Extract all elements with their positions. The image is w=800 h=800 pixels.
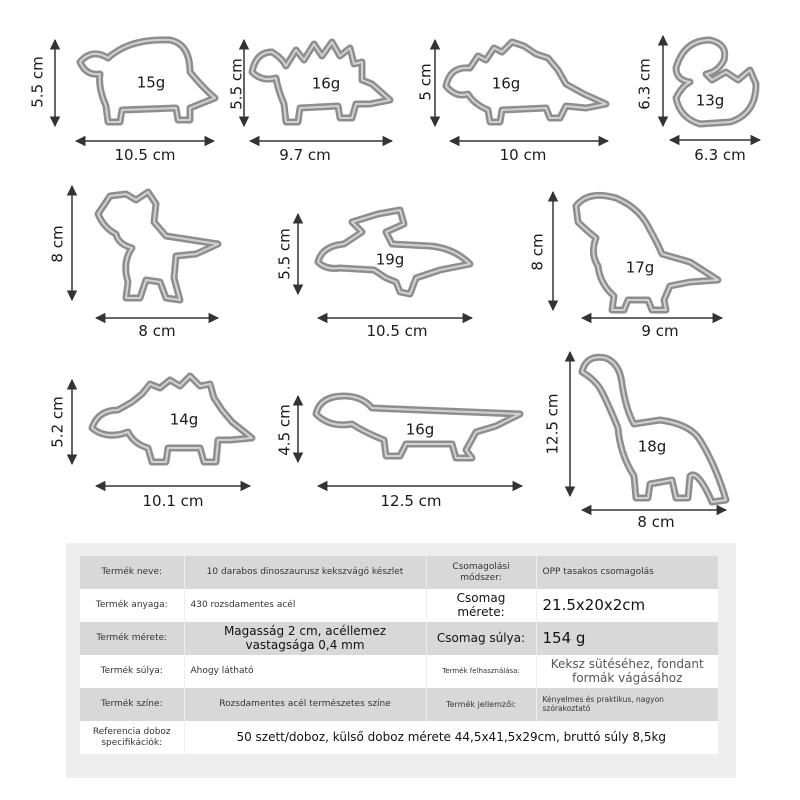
cutter-4-width: 6.3 cm <box>694 146 746 164</box>
spec-label-color: Termék színe: <box>80 688 184 721</box>
spec-value-material: 430 rozsdamentes acél <box>184 589 426 622</box>
cutter-8-weight: 14g <box>169 410 199 429</box>
cutter-5-width: 8 cm <box>138 322 176 340</box>
spec-label-package-size: Csomag mérete: <box>426 589 536 622</box>
spec-value-package-size: 21.5x20x2cm <box>536 589 718 622</box>
spec-value-packaging: OPP tasakos csomagolás <box>536 556 718 589</box>
spec-label-packaging: Csomagolási módszer: <box>426 556 536 589</box>
spec-label-weight: Termék súlya: <box>80 655 184 688</box>
spec-table <box>80 556 718 754</box>
spec-label-features: Termék jellemzői: <box>426 688 536 721</box>
cutter-6-height: 5.5 cm <box>275 228 294 280</box>
cutter-10-height: 12.5 cm <box>543 393 562 455</box>
spec-row-material <box>80 589 718 622</box>
cutter-7-weight: 17g <box>625 258 655 277</box>
spec-label-size: Termék mérete: <box>80 622 184 655</box>
cutter-8-width: 10.1 cm <box>142 492 204 510</box>
cutter-3-outline <box>446 42 606 122</box>
spec-row-box <box>80 721 718 754</box>
spec-label-box: Referencia doboz specifikációk: <box>80 721 184 754</box>
spec-value-usage: Keksz sütéséhez, fondant formák vágásához <box>536 655 718 688</box>
spec-value-features: Kényelmes és praktikus, nagyon szórakoztató <box>536 688 718 721</box>
spec-value-name: 10 darabos dinoszaurusz kekszvágó készlet <box>184 556 426 589</box>
cutter-6-width: 10.5 cm <box>366 322 428 340</box>
cutter-5-outline <box>98 192 218 300</box>
spec-label-material: Termék anyaga: <box>80 589 184 622</box>
cutter-3-width: 10 cm <box>499 146 547 164</box>
cutter-9-height: 4.5 cm <box>275 404 294 456</box>
spec-value-size: Magasság 2 cm, acéllemez vastagsága 0,4 mm <box>184 622 426 655</box>
cutter-3-height: 5 cm <box>416 63 435 101</box>
cutter-8-height: 5.2 cm <box>48 396 67 448</box>
cutter-9-weight: 16g <box>405 420 435 439</box>
cutter-1-weight: 15g <box>136 73 166 92</box>
cutter-7-width: 9 cm <box>641 322 679 340</box>
cutter-9-width: 12.5 cm <box>380 492 442 510</box>
cutter-10-outline <box>582 357 726 502</box>
cutter-1-width: 10.5 cm <box>114 146 176 164</box>
cutter-6-weight: 19g <box>375 250 405 269</box>
spec-row-name <box>80 556 718 589</box>
cutter-5-height: 8 cm <box>48 225 67 263</box>
cutter-7-height: 8 cm <box>528 233 547 271</box>
cutter-10-weight: 18g <box>637 437 667 456</box>
cutter-7-outline <box>576 195 718 310</box>
cutter-2-weight: 16g <box>311 74 341 93</box>
spec-label-usage: Termék felhasználása: <box>426 655 536 688</box>
cutter-4-outline <box>676 40 756 124</box>
spec-value-weight: Ahogy látható <box>184 655 426 688</box>
spec-panel <box>66 543 736 778</box>
cutter-2-height: 5.5 cm <box>227 58 246 110</box>
cutter-4-height: 6.3 cm <box>635 58 654 110</box>
cutter-4-weight: 13g <box>695 91 725 110</box>
spec-value-box: 50 szett/doboz, külső doboz mérete 44,5x41,5x29cm, bruttó súly 8,5kg <box>184 721 718 754</box>
spec-label-package-weight: Csomag súlya: <box>426 622 536 655</box>
cutter-2-width: 9.7 cm <box>279 146 331 164</box>
spec-value-color: Rozsdamentes acél természetes színe <box>184 688 426 721</box>
spec-row-color <box>80 688 718 721</box>
cutter-10-width: 8 cm <box>637 513 675 531</box>
cutter-1-height: 5.5 cm <box>28 56 47 108</box>
spec-label-name: Termék neve: <box>80 556 184 589</box>
cutter-3-weight: 16g <box>491 74 521 93</box>
spec-row-weight <box>80 655 718 688</box>
spec-row-size <box>80 622 718 655</box>
spec-value-package-weight: 154 g <box>536 622 718 655</box>
